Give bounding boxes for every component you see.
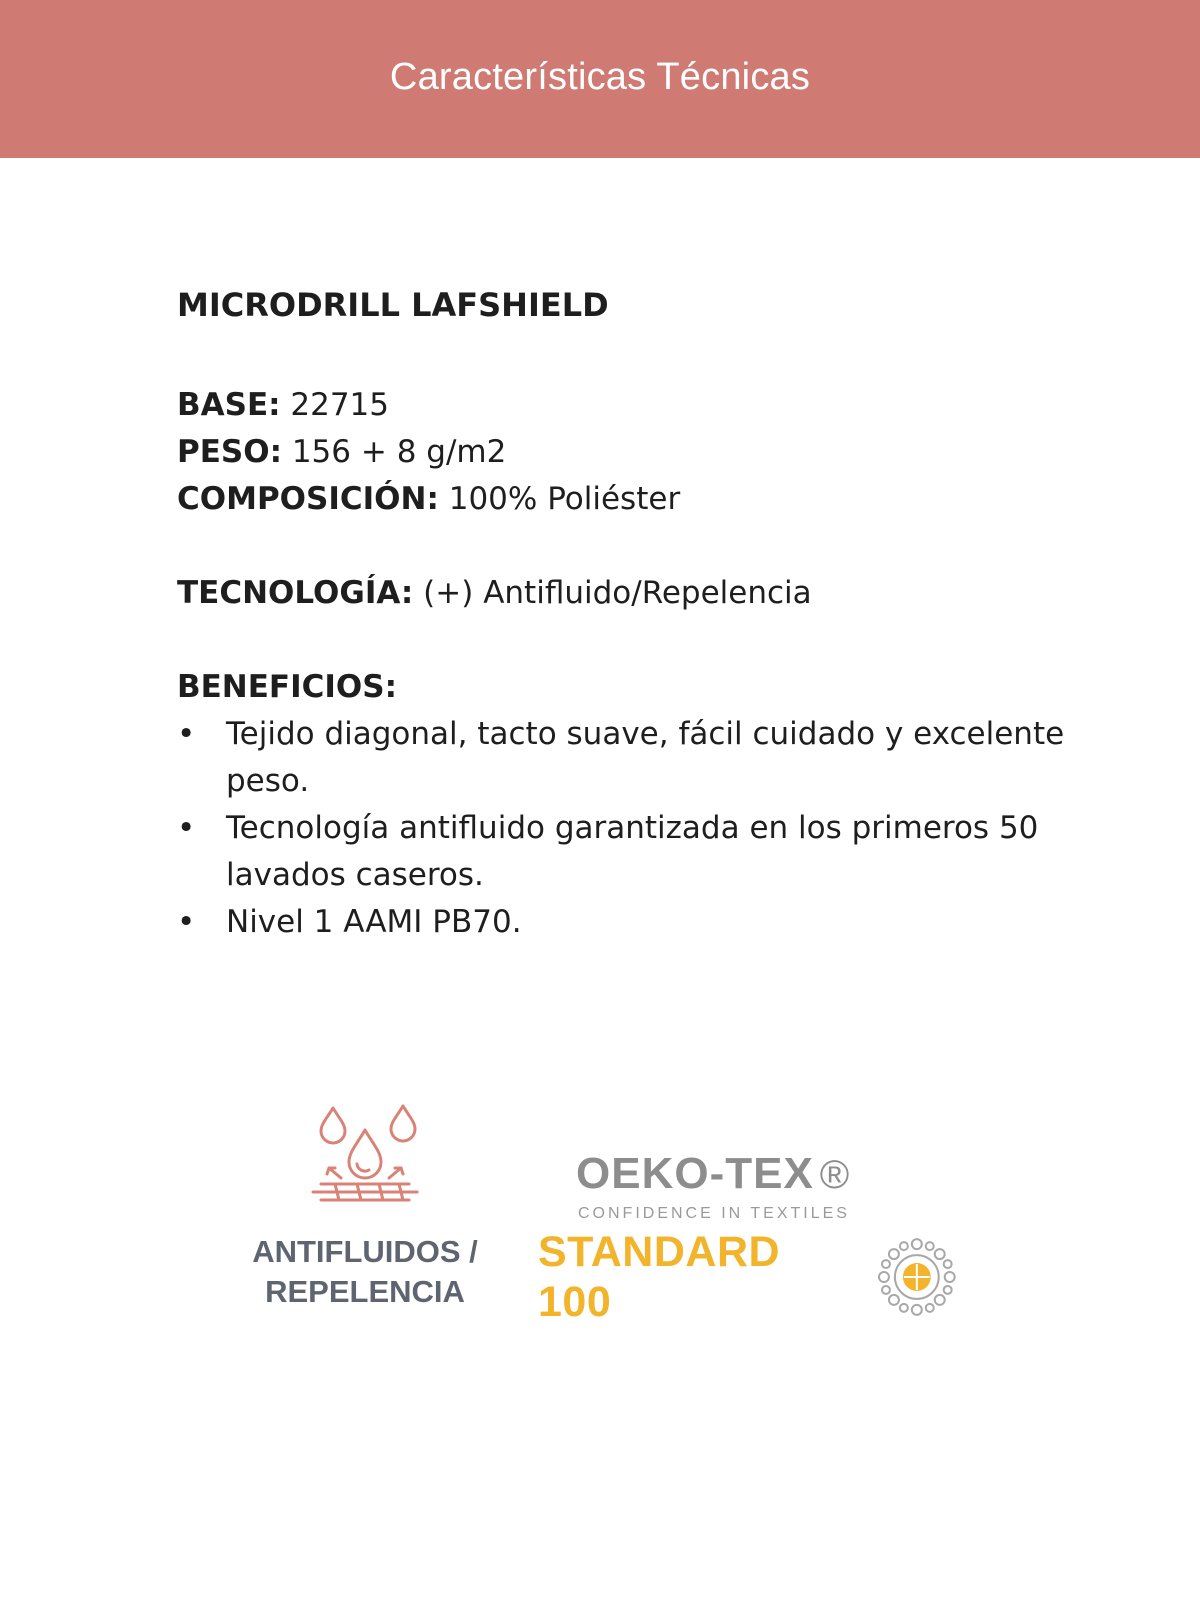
oeko-registered-mark: ®	[819, 1153, 851, 1197]
product-name: MICRODRILL LAFSHIELD	[177, 286, 609, 324]
spec-tecnologia-label: TECNOLOGÍA:	[177, 575, 414, 611]
antifluid-label-line1: ANTIFLUIDOS /	[252, 1234, 478, 1269]
spec-composicion-value: 100% Poliéster	[438, 481, 681, 517]
oeko-standard-row	[538, 1227, 958, 1327]
benefit-text: Tecnología antifluido garantizada en los primeros 50 lavados caseros.	[226, 810, 1039, 893]
certification-logos	[0, 1100, 1200, 1360]
spec-base-label: BASE:	[177, 387, 281, 423]
benefit-text: Tejido diagonal, tacto suave, fácil cuidado y excelente peso.	[226, 716, 1065, 799]
page-title: Características Técnicas	[389, 55, 811, 98]
header-bar	[0, 0, 1200, 158]
spec-composicion-label: COMPOSICIÓN:	[177, 481, 439, 517]
list-item	[177, 899, 1097, 946]
list-item	[177, 805, 1097, 899]
oeko-tagline: CONFIDENCE IN TEXTILES	[578, 1205, 850, 1222]
list-item	[177, 711, 1097, 805]
benefit-text: Nivel 1 AAMI PB70.	[226, 904, 522, 940]
water-drops-icon	[305, 1100, 425, 1210]
antifluid-badge	[240, 1100, 490, 1312]
spec-tecnologia-value: (+) Antifluido/Repelencia	[413, 575, 812, 611]
antifluid-label	[240, 1232, 490, 1312]
oeko-tex-logo	[538, 1150, 958, 1327]
spec-sheet	[177, 282, 1097, 946]
spec-base-value: 22715	[280, 387, 390, 423]
benefits-title: BENEFICIOS:	[177, 669, 397, 705]
oeko-standard: STANDARD 100	[538, 1228, 781, 1326]
bullet: •	[177, 904, 196, 940]
oeko-brand-text: OEKO-TEX	[576, 1149, 814, 1198]
spec-peso-label: PESO:	[177, 434, 282, 470]
spec-peso-value: 156 + 8 g/m2	[281, 434, 507, 470]
antifluid-label-line2: REPELENCIA	[265, 1274, 465, 1309]
bullet: •	[177, 716, 196, 752]
oeko-brand	[576, 1150, 958, 1199]
spec-peso	[177, 429, 1097, 476]
benefits-list	[177, 711, 1097, 946]
spec-tecnologia	[177, 570, 1097, 617]
spec-composicion	[177, 476, 1097, 523]
oeko-flower-icon	[876, 1236, 958, 1318]
bullet: •	[177, 810, 196, 846]
spec-base	[177, 382, 1097, 429]
